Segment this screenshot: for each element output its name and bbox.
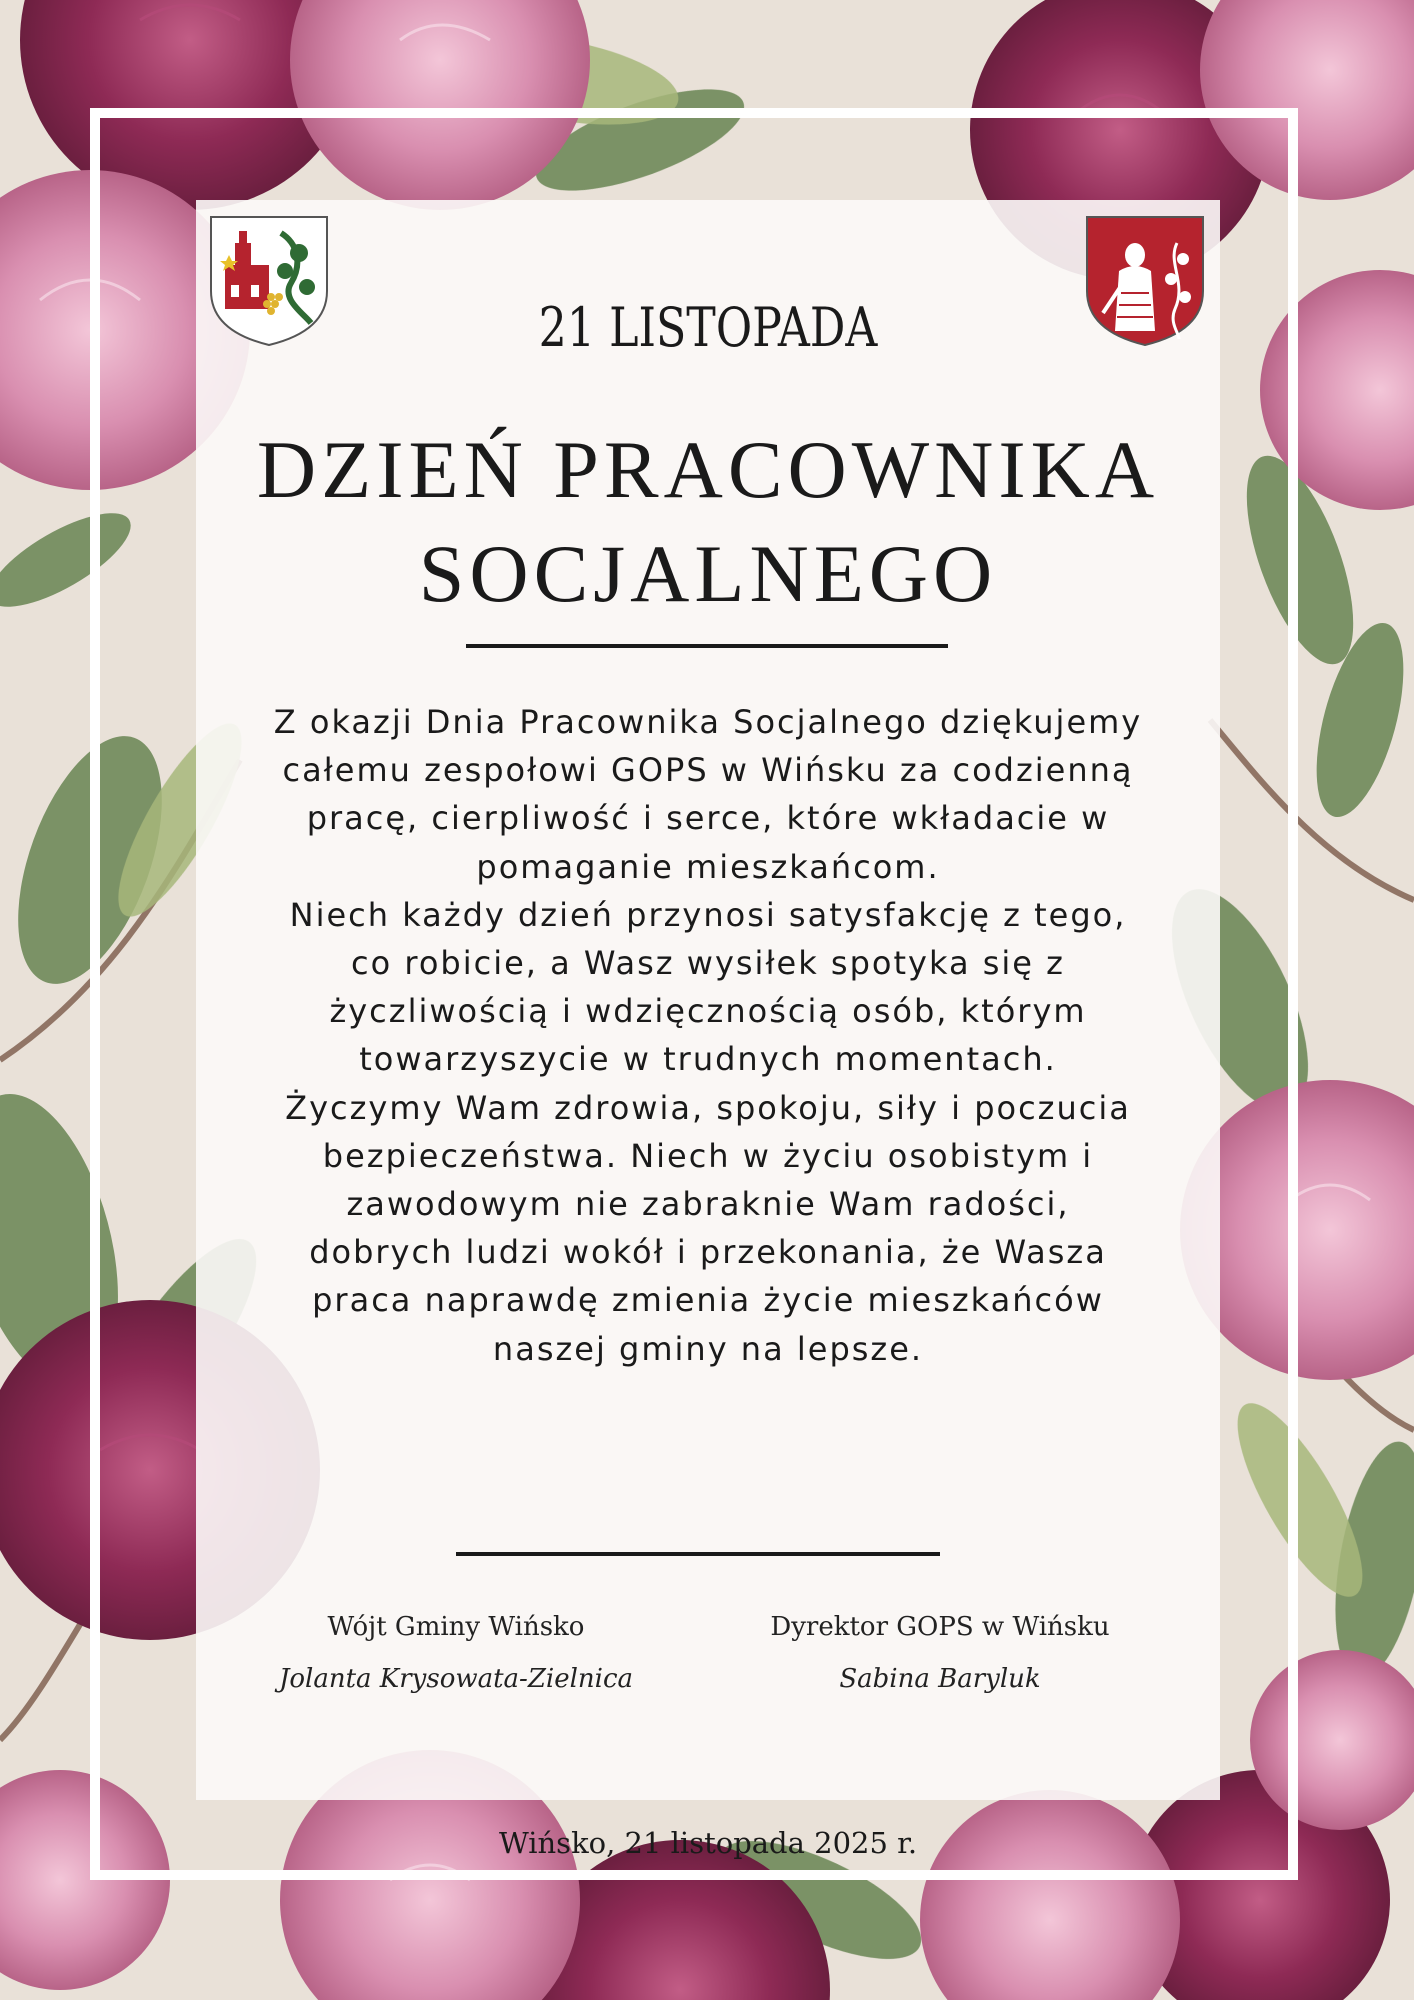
title-line-2: SOCJALNEGO (418, 528, 998, 619)
divider-bottom (456, 1552, 940, 1556)
title-line-1: DZIEŃ PRACOWNIKA (256, 424, 1160, 515)
greeting-paragraph-1: Z okazji Dnia Pracownika Socjalnego dziękujemy całemu zespołowi GOPS w Wińsku za codzienną pracę, cierpliwość i serce, które wkładacie w pomaganie mieszkańcom. (273, 703, 1143, 886)
signature-right-role: Dyrektor GOPS w Wińsku (770, 1612, 1110, 1642)
greeting-text (270, 698, 1146, 1373)
signature-left-name: Jolanta Krysowata-Zielnica (278, 1664, 634, 1694)
greeting-paragraph-3: Życzymy Wam zdrowia, spokoju, siły i poczucia bezpieczeństwa. Niech w życiu osobistym i zawodowym nie zabraknie Wam radości, dobrych ludzi wokół i przekonania, że Wasza praca naprawdę zmienia życie mieszkańców naszej gminy na lepsze. (285, 1088, 1131, 1368)
signature-left-role: Wójt Gminy Wińsko (327, 1612, 585, 1642)
divider-top (466, 644, 948, 648)
place-and-date: Wińsko, 21 listopada 2025 r. (498, 1826, 918, 1860)
page-title (196, 418, 1220, 626)
signature-right-name: Sabina Baryluk (839, 1664, 1041, 1694)
greeting-paragraph-2: Niech każdy dzień przynosi satysfakcję z tego, co robicie, a Wasz wysiłek spotyka się z życzliwością i wdzięcznością osób, którym towarzyszycie w trudnych momentach. (289, 895, 1127, 1079)
date-heading: 21 LISTOPADA (538, 296, 878, 359)
